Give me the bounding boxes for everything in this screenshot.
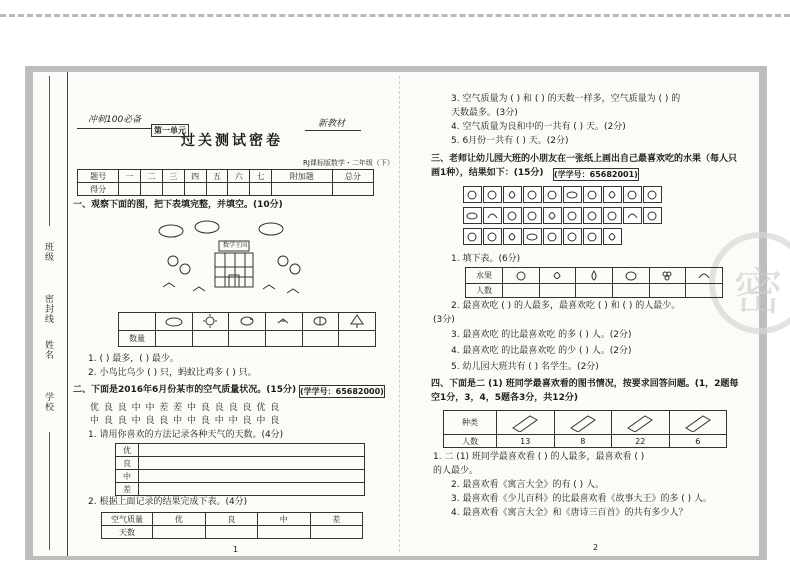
- fruit-cell: [563, 186, 582, 203]
- score-cell: 四: [184, 170, 206, 183]
- q4-sub-1: 1. 二 (1) 班同学最喜欢看 ( ) 的人最多，最喜欢看 ( ): [433, 452, 645, 462]
- q2-data-row-1: 优 良 良 中 中 差 差 中 良 良 良 良 优 良: [90, 403, 281, 413]
- count-header: 中: [258, 513, 311, 526]
- fruit-cell: [523, 228, 542, 245]
- exam-paper: [33, 72, 783, 556]
- q3-table-label: 水果: [466, 268, 503, 284]
- series-name: 冲刺100必备: [88, 115, 142, 125]
- score-cell: 三: [162, 170, 184, 183]
- new-edition-label: 新教材: [318, 119, 346, 129]
- q2-count-table: [101, 512, 363, 539]
- fruit-cell: [483, 228, 502, 245]
- count-header: 优: [153, 513, 206, 526]
- cloud-icon: [159, 221, 283, 237]
- fruit-cell: [463, 207, 482, 224]
- fruit-cell: [583, 207, 602, 224]
- q2-cont-3: 5. 6月份一共有 ( ) 天。(2分): [451, 136, 569, 146]
- q1-table-label: 数量: [119, 331, 156, 347]
- q2-cont-2: 4. 空气质量为良和中的一共有 ( ) 天。(2分): [451, 122, 626, 132]
- margin-label-name: 姓名: [43, 340, 53, 360]
- q3-heading: 三、老师让幼儿园大班的小朋友在一张纸上画出自己最喜欢吃的水果（每人只: [431, 154, 738, 164]
- q2-heading: 二、下面是2016年6月份某市的空气质量状况。(15分): [73, 385, 297, 395]
- fruit-cell: [563, 228, 582, 245]
- q1-heading: 一、观察下面的图，把下表填完整，并填空。(10分): [73, 200, 283, 210]
- book-icon: [612, 411, 670, 435]
- q4-sub-4: 4. 最喜欢看《寓言大全》和《唐诗三百首》的共有多少人？: [451, 508, 688, 518]
- q2-record-table: [115, 443, 365, 496]
- q3-table-label: 人数: [466, 284, 503, 298]
- margin-label-class: 班级: [43, 242, 53, 262]
- q4-sub-1b: 的人最少。: [433, 466, 479, 476]
- score-cell: 一: [119, 170, 141, 183]
- fruit-cell: [523, 186, 542, 203]
- page-number-1: 1: [233, 545, 239, 554]
- score-cell: 总分: [332, 170, 373, 183]
- fruit-cell: [583, 186, 602, 203]
- q4-table-label: 种类: [444, 411, 497, 435]
- count-row-label: 天数: [102, 526, 153, 539]
- fruit-cell: [463, 228, 482, 245]
- fruit-cell: [483, 207, 502, 224]
- q3-sub-1: 1. 填下表。(6分): [451, 254, 521, 264]
- book-count: 22: [612, 435, 670, 448]
- fruit-grid: [463, 186, 703, 248]
- fruit-cell: [503, 207, 522, 224]
- fruit-cell: [543, 207, 562, 224]
- q4-table-label: 人数: [444, 435, 497, 448]
- record-label: 良: [116, 457, 139, 470]
- record-label: 中: [116, 470, 139, 483]
- watermelon-icon: [612, 268, 649, 284]
- fruit-cell: [563, 207, 582, 224]
- sun-icon: [192, 313, 229, 331]
- page-divider: [399, 76, 400, 552]
- q3-sub-2b: (3分): [433, 315, 455, 325]
- fruit-cell: [603, 228, 622, 245]
- fruit-cell: [543, 186, 562, 203]
- fruit-cell: [623, 186, 642, 203]
- book-icon: [554, 411, 612, 435]
- q3-sub-4: 4. 最喜欢吃 的比最喜欢吃 的少 ( ) 人。(2分): [451, 346, 632, 356]
- fruit-cell: [643, 186, 662, 203]
- book-count: 6: [669, 435, 727, 448]
- q1-blank-1: 1. ( ) 最多，( ) 最少。: [88, 354, 179, 364]
- score-cell: 附加题: [272, 170, 333, 183]
- record-label: 差: [116, 483, 139, 496]
- apple-icon: [503, 268, 540, 284]
- q4-book-table: [443, 410, 727, 448]
- book-icon: [497, 411, 555, 435]
- score-cell: 二: [141, 170, 163, 183]
- ladybug-icon: [168, 256, 300, 274]
- q2-study-no: (学学号：65682000): [300, 387, 384, 396]
- pear-icon: [576, 268, 613, 284]
- q4-sub-2: 2. 最喜欢看《寓言大全》的有 ( ) 人。: [451, 480, 605, 490]
- q4-sub-3: 3. 最喜欢看《少儿百科》的比最喜欢看《故事大王》的多 ( ) 人。: [451, 494, 713, 504]
- q1-table: [118, 312, 376, 347]
- count-header: 空气质量: [102, 513, 153, 526]
- q3-sub-5: 5. 幼儿园大班共有 ( ) 名学生。(2分): [451, 362, 599, 372]
- exam-title: 过关测试密卷: [181, 133, 283, 149]
- record-label: 优: [116, 444, 139, 457]
- q2-sub-1: 1. 请用你喜欢的方法记录各种天气的天数。(4分): [88, 430, 284, 440]
- score-table: [77, 169, 374, 196]
- fruit-cell: [643, 207, 662, 224]
- margin-label-school: 学校: [43, 392, 53, 412]
- fruit-cell: [603, 207, 622, 224]
- grape-icon: [649, 268, 686, 284]
- book-icon: [669, 411, 727, 435]
- peach-icon: [539, 268, 576, 284]
- book-count: 8: [554, 435, 612, 448]
- count-header: 良: [205, 513, 258, 526]
- ant-icon: [265, 313, 302, 331]
- castle-sign: 数学王国: [223, 242, 248, 249]
- q2-cont-1: 3. 空气质量为 ( ) 和 ( ) 的天数一样多，空气质量为 ( ) 的: [451, 94, 681, 104]
- watermark-stamp: 密: [709, 232, 790, 334]
- scene-illustration: [153, 217, 313, 302]
- fruit-cell: [503, 186, 522, 203]
- score-cell: 七: [250, 170, 272, 183]
- q3-sub-2: 2. 最喜欢吃 ( ) 的人最多，最喜欢吃 ( ) 和 ( ) 的人最少。: [451, 301, 681, 311]
- score-cell: 得分: [78, 183, 119, 196]
- fruit-cell: [583, 228, 602, 245]
- q1-blank-2: 2. 小鸟比乌少 ( ) 只，蚂蚁比鸡多 ( ) 只。: [88, 368, 257, 378]
- margin-label-seal-line: 密封线: [43, 294, 53, 324]
- ant-icon: [163, 283, 299, 293]
- q4-heading-2: 空1分，3，4，5题各3分，共12分): [431, 393, 578, 403]
- cloud-icon: [156, 313, 193, 331]
- q4-heading: 四、下面是二 (1) 班同学最喜欢看的图书情况，按要求回答问题。(1，2题每: [431, 379, 739, 389]
- top-dashed-line: [0, 14, 790, 17]
- page-number-2: 2: [593, 543, 599, 552]
- fruit-cell: [503, 228, 522, 245]
- score-cell: 五: [206, 170, 228, 183]
- fruit-cell: [523, 207, 542, 224]
- q3-fruit-table: [465, 267, 723, 298]
- bird-icon: [229, 313, 266, 331]
- score-cell: 题号: [78, 170, 119, 183]
- edition-info: RJ课标版数学・二年级（下）: [303, 159, 394, 167]
- binding-margin: [33, 72, 68, 556]
- fruit-cell: [543, 228, 562, 245]
- fruit-cell: [623, 207, 642, 224]
- q2-data-row-2: 中 良 良 中 良 良 中 中 良 中 中 良 中 良: [90, 416, 281, 426]
- q2-cont-1b: 天数最多。(3分): [451, 108, 518, 118]
- fruit-cell: [463, 186, 482, 203]
- tree-icon: [339, 313, 376, 331]
- q3-heading-2: 画1种），结果如下：(15分): [431, 168, 544, 178]
- fruit-cell: [603, 186, 622, 203]
- ladybug-icon: [302, 313, 339, 331]
- q3-study-no: (学学号：65682001): [554, 170, 638, 179]
- q2-sub-2: 2. 根据上面记录的结果完成下表。(4分): [88, 497, 248, 507]
- fruit-cell: [483, 186, 502, 203]
- score-cell: 六: [228, 170, 250, 183]
- banana-icon: [686, 268, 723, 284]
- count-header: 差: [310, 513, 363, 526]
- unit-badge: 第一单元: [151, 124, 189, 137]
- q3-sub-3: 3. 最喜欢吃 的比最喜欢吃 的多 ( ) 人。(2分): [451, 330, 632, 340]
- book-count: 13: [497, 435, 555, 448]
